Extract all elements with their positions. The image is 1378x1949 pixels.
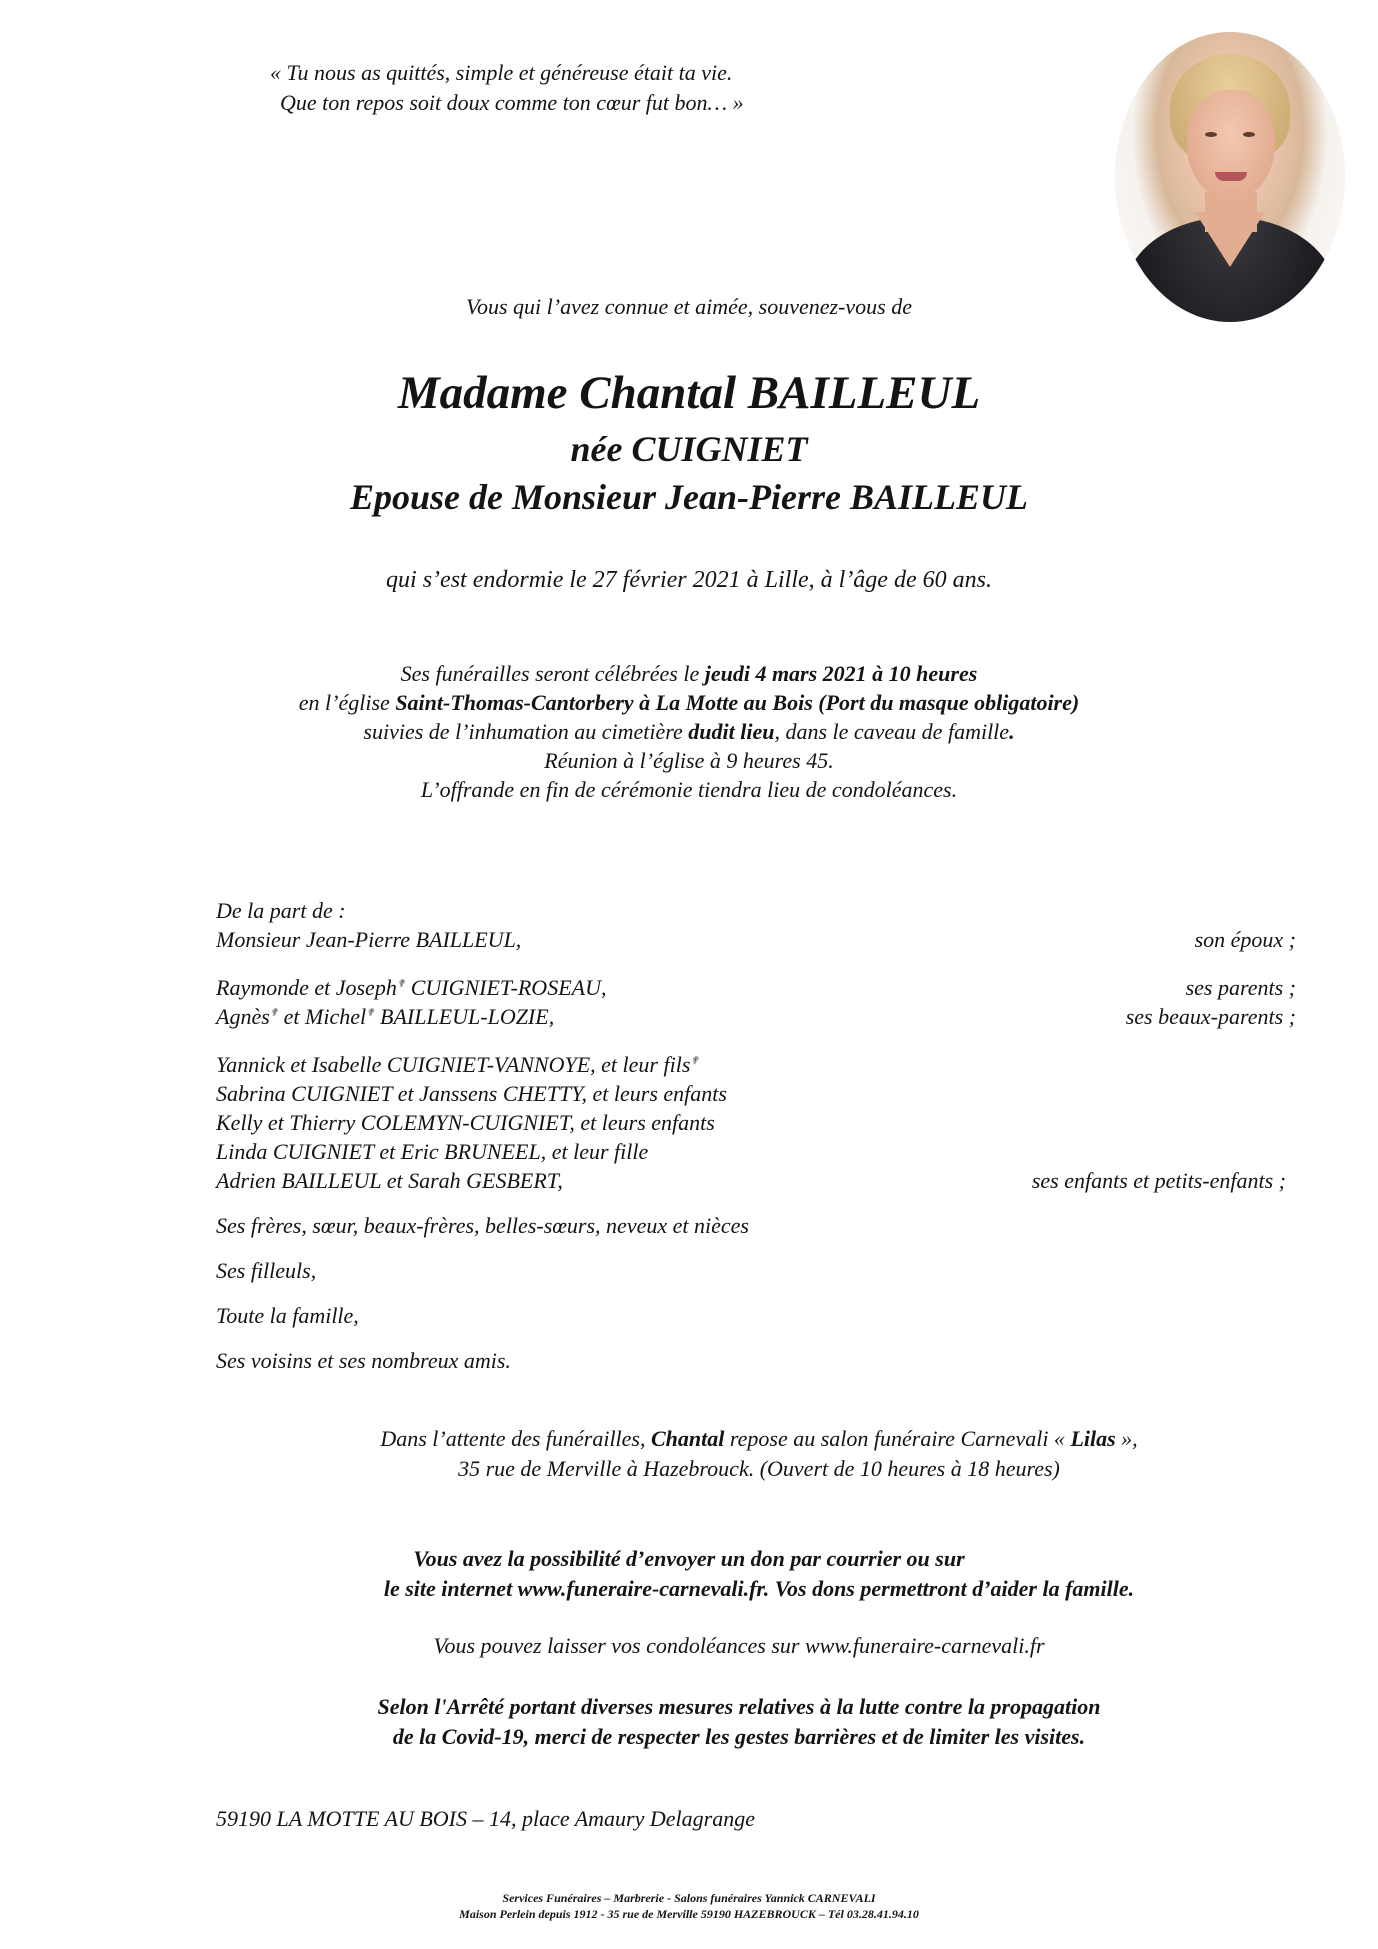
condolences-info: Vous pouvez laisser vos condoléances sur www.funeraire-carnevali.fr [433,1633,1045,1658]
deceased-cross-icon: ✟ [690,1055,699,1067]
family-row-godchildren [216,1258,1296,1287]
family-header-text: De la part de : [216,898,346,923]
portrait-photo [1115,32,1345,322]
family-member: Ses voisins et ses nombreux amis. [216,1348,511,1373]
family-member-text: et Michel [278,1004,367,1029]
funeral-text: Ses funérailles seront célébrées le [400,661,705,686]
deceased-name: Madame Chantal BAILLEUL [397,367,981,419]
family-member-text: BAILLEUL-LOZIE, [374,1004,555,1029]
family-member: Linda CUIGNIET et Eric BRUNEEL, et leur fille [216,1139,649,1164]
covid-line-1: Selon l'Arrêté portant diverses mesures relatives à la lutte contre la propagation [377,1694,1101,1719]
funeral-line-2 [0,688,1378,717]
family-member-text: Agnès [216,1004,270,1029]
funeral-place: dudit lieu [688,719,775,744]
funeral-text: en l’église [298,690,396,715]
family-row-neighbors [216,1348,1296,1377]
funeral-church: Saint-Thomas-Cantorbery à La Motte au Bois (Port du masque obligatoire) [395,690,1080,715]
funeral-text: , dans le caveau de famille [774,719,1010,744]
footer-line-1: Services Funéraires – Marbrerie - Salons funéraires Yannick CARNEVALI [502,1891,876,1905]
family-member: Kelly et Thierry COLEMYN-CUIGNIET, et leurs enfants [216,1110,715,1135]
covid-notice [0,1692,1378,1752]
family-member: Toute la famille, [216,1303,359,1328]
donation-line-1: Vous avez la possibilité d’envoyer un don par courrier ou sur [413,1546,965,1571]
funeral-line-4: Réunion à l’église à 9 heures 45. [544,748,834,773]
quote-line-2: Que ton repos soit doux comme ton cœur fut bon… » [280,90,744,115]
footer-line-2: Maison Perlein depuis 1912 - 35 rue de Merville 59190 HAZEBROUCK – Tél 03.28.41.94.10 [459,1907,919,1921]
family-row-child [216,1052,1296,1081]
family-row-child [216,1081,1296,1110]
family-member [216,975,606,1001]
funeral-text: suivies de l’inhumation au cimetière [363,719,689,744]
family-row-siblings [216,1213,1296,1242]
portrait-eye [1243,132,1255,137]
salon-line-1 [0,1424,1378,1454]
family-row-child [216,1110,1296,1139]
family-member [216,1052,699,1078]
family-row-husband [216,927,1296,956]
family-member: Monsieur Jean-Pierre BAILLEUL, [216,927,522,952]
salon-text: repose au salon funéraire Carnevali « [724,1426,1071,1451]
funeral-home-info [0,1424,1378,1484]
portrait-mouth [1215,172,1247,181]
deceased-cross-icon: ✟ [396,978,406,990]
family-role: son époux ; [1194,927,1296,952]
death-notice: qui s’est endormie le 27 février 2021 à Lille, à l’âge de 60 ans. [386,567,992,593]
family-row-all [216,1303,1296,1332]
family-row-inlaws [216,1004,1296,1033]
intro-line: Vous qui l’avez connue et aimée, souvenez-vous de [466,294,912,319]
funeral-date: jeudi 4 mars 2021 à 10 heures [704,661,978,686]
covid-line-2: de la Covid-19, merci de respecter les gestes barrières et de limiter les visites. [392,1724,1086,1749]
salon-first-name: Chantal [651,1426,725,1451]
family-role: ses enfants et petits-enfants ; [1031,1168,1286,1193]
portrait-face [1187,90,1275,200]
donation-line-2: le site internet www.funeraire-carnevali.fr. Vos dons permettront d’aider la famille. [383,1576,1135,1601]
salon-room: Lilas [1070,1426,1116,1451]
quote-line-1: « Tu nous as quittés, simple et généreuse était ta vie. [270,60,733,85]
family-member-text: Raymonde et Joseph [216,975,397,1000]
funeral-line-1 [0,659,1378,688]
family-role: ses parents ; [1185,975,1296,1000]
family-row-parents [216,975,1296,1004]
family-member: Ses filleuls, [216,1258,317,1283]
donation-info [0,1544,1378,1604]
funeral-text: . [1009,719,1015,744]
deceased-cross-icon: ✟ [269,1007,279,1019]
family-member-text: Yannick et Isabelle CUIGNIET-VANNOYE, et leur fils [216,1052,691,1077]
spouse-line: Epouse de Monsieur Jean-Pierre BAILLEUL [349,477,1029,517]
footer [0,1890,1378,1922]
portrait-eye [1205,132,1217,137]
salon-text: Dans l’attente des funérailles, [380,1426,651,1451]
family-row-child [216,1139,1296,1168]
maiden-name: née CUIGNIET [570,429,808,469]
family-row-child [216,1168,1296,1197]
epitaph-quote [270,58,870,118]
salon-text: », [1115,1426,1138,1451]
funeral-details [0,659,1378,804]
deceased-cross-icon: ✟ [366,1007,375,1019]
family-member: Adrien BAILLEUL et Sarah GESBERT, [216,1168,563,1193]
address-line: 59190 LA MOTTE AU BOIS – 14, place Amaury Delagrange [216,1806,755,1831]
family-member-text: CUIGNIET-ROSEAU, [405,975,607,1000]
family-member [216,1004,554,1030]
family-header [216,898,1296,927]
funeral-line-5: L’offrande en fin de cérémonie tiendra lieu de condoléances. [420,777,958,802]
salon-line-2: 35 rue de Merville à Hazebrouck. (Ouvert de 10 heures à 18 heures) [458,1456,1060,1481]
funeral-line-3 [0,717,1378,746]
family-role: ses beaux-parents ; [1125,1004,1296,1029]
family-member: Ses frères, sœur, beaux-frères, belles-sœurs, neveux et nièces [216,1213,749,1238]
family-member: Sabrina CUIGNIET et Janssens CHETTY, et leurs enfants [216,1081,727,1106]
